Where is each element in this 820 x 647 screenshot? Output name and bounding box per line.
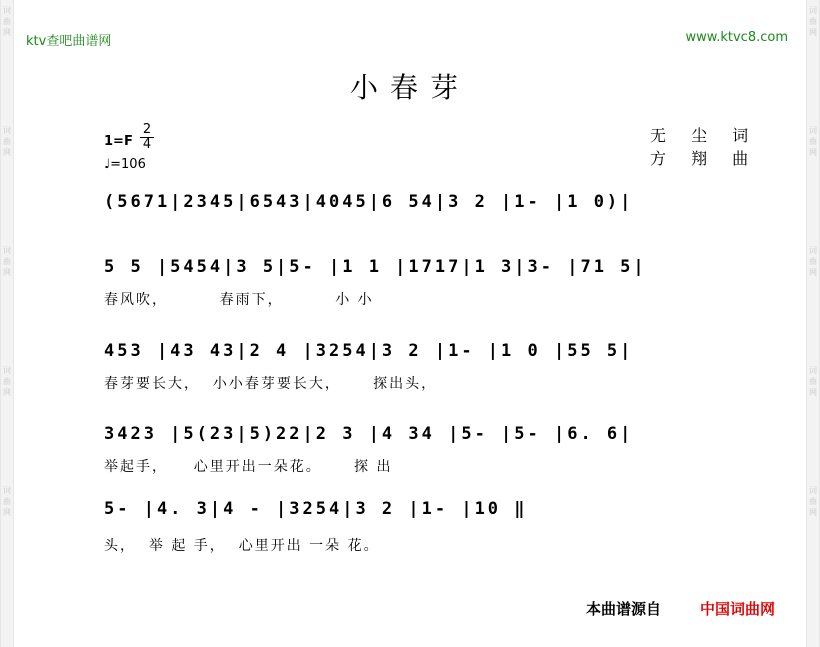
site-name-left[interactable]: ktv查吧曲谱网 [26, 34, 112, 49]
time-signature-bottom: 4 [140, 137, 154, 152]
watermark-text: 词曲网 [3, 6, 11, 37]
watermark-text: 词曲网 [3, 366, 11, 397]
watermark-text: 词曲网 [809, 246, 817, 277]
song-title: 小春芽 [349, 71, 470, 104]
site-url-right[interactable]: www.ktvc8.com [685, 30, 788, 45]
lyrics-line-4: 举起手， 心里开出一朵花。 探 出 [104, 459, 393, 475]
watermark-text: 词曲网 [809, 6, 817, 37]
notation-line-3: 453 |43 43|2 4 |3254|3 2 |1- |1 0 |55 5| [104, 341, 634, 361]
watermark-text: 词曲网 [3, 486, 11, 517]
source-label: 本曲谱源自 [586, 600, 662, 618]
lyrics-line-5: 头， 举 起 手， 心里开出 一朵 花。 [104, 538, 380, 554]
key-signature: 1=F [104, 134, 133, 149]
notation-line-2: 5 5 |5454|3 5|5- |1 1 |1717|1 3|3- |71 5| [104, 257, 647, 277]
notation-line-4: 3423 |5(23|5)22|2 3 |4 34 |5- |5- |6. 6| [104, 424, 634, 444]
watermark-text: 词曲网 [809, 366, 817, 397]
time-signature [140, 123, 154, 152]
source-site-link[interactable]: 中国词曲网 [700, 600, 776, 618]
lyricist-credit: 无 尘 词 [650, 126, 759, 145]
watermark-text: 词曲网 [3, 126, 11, 157]
lyrics-line-3: 春芽要长大， 小小春芽要长大， 探出头， [104, 376, 438, 392]
time-signature-top: 2 [142, 122, 152, 137]
watermark-text: 词曲网 [809, 486, 817, 517]
notation-line-1: (5671|2345|6543|4045|6 54|3 2 |1- |1 0)| [104, 192, 634, 212]
watermark-text: 词曲网 [3, 246, 11, 277]
tempo-marking: ♩=106 [104, 157, 146, 172]
lyrics-line-2: 春风吹， 春雨下， 小 小 [104, 292, 374, 308]
watermark-text: 词曲网 [809, 126, 817, 157]
composer-credit: 方 翔 曲 [650, 149, 759, 168]
notation-line-5: 5- |4. 3|4 - |3254|3 2 |1- |10 ‖ [104, 499, 528, 519]
